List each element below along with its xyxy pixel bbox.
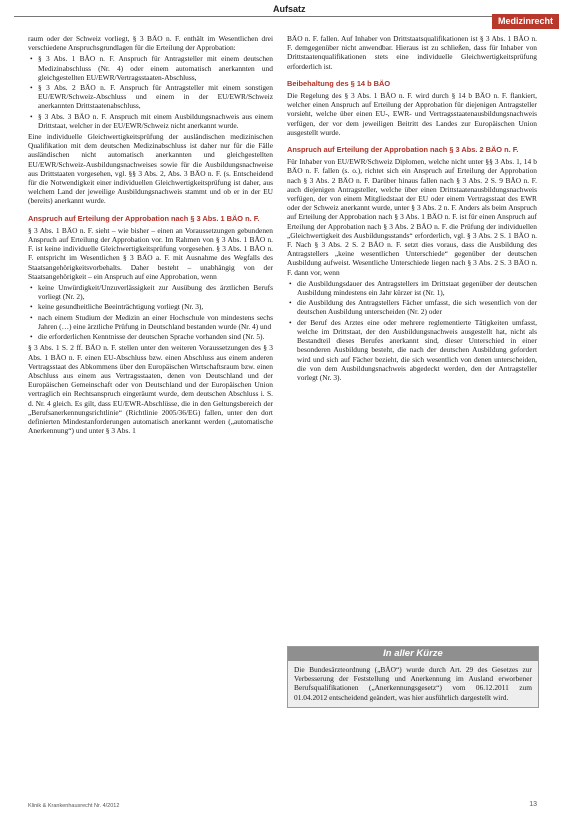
left-paragraph: § 3 Abs. 1 S. 2 ff. BÄO n. F. stellen unter den weiteren Voraussetzungen des § 3 Abs. 1 BÄO n. F. einen EU-Abschluss bzw. einen Abschluss aus einem anderen Vertragsstaat des Abkommens über den Europäischen Wirtschaftsraum bzw. einen Abschluss aus einem aus Vertragsstaaten, denen von Deutschland und der Europäischen Gemeinschaft oder von Deutschland und der Europäischen Union vertraglich ein Rechtsanspruch eingeräumt wurde, dem deutschen Abschluss i. S. d. Nr. 4 gleich. Es gilt, dass EU/EWR-Abschlüsse, die in den Geltungsbereich der „Berufsanerkennungsrichtlinie“ (Richtlinie 2005/36/EG) fallen, unter den dort definierten Mindestanforderungen automatisch anerkannt werden („automatische Anerkennung“) und unter § 3 Abs. 1: [28, 343, 273, 436]
difference-item: • die Ausbildung des Antragstellers Fächer umfasst, die sich wesentlich von der deutschen Ausbildung unterscheiden (Nr. 2) oder: [297, 298, 537, 316]
right-paragraph: Für Inhaber von EU/EWR/Schweiz Diplomen, welche nicht unter §§ 3 Abs. 1, 14 b BÄO n. F. fallen (s. o.), richtet sich ein Anspruch auf Erteilung der Approbation nach § 3 Abs. 2 BÄO n. F. Darüber hinaus fallen nach § 3 Abs. 2 S. 9 BÄO n. F. auch diejenigen Antragsteller, welche über einen Drittstaatenausbildungsnachweis verfügen, der von einem Mitgliedstaat der EU oder einem Vertragsstaat des EWR oder der Schweiz anerkannt wurde, unter § 3 Abs. 2 n. F. Anders als beim Anspruch auf Erteilung der Approbation nach § 3 Abs. 1 BÄO n. F. ist für einen Anspruch auf Erteilung der Approbation nach § 3 Abs. 2 BÄO n. F. die Prüfung der individuellen „Gleichwertigkeit des Ausbildungsstands“ erforderlich, vgl. § 3 Abs. 2 S. 1 BÄO n. F. Nach § 3 Abs. 2 S. 2 BÄO n. F. setzt dies voraus, dass die Ausbildung des Antragstellers „keine wesentlichen Unterschiede“ gegenüber der deutschen Ausbildung aufweist. Wesentliche Unterschiede liegen nach § 3 Abs. 2 S. 3 BÄO n. F. dann vor, wenn: [287, 157, 537, 277]
claim-item: • § 3 Abs. 3 BÄO n. F. Anspruch mit einem Ausbildungsnachweis aus einem Drittstaat, welcher in der EU/EWR/Schweiz nicht anerkannt wurde.: [38, 112, 273, 130]
requirement-item: • nach einem Studium der Medizin an einer Hochschule von mindestens sechs Jahren (…) eine ärztliche Prüfung in Deutschland bestanden wurde (Nr. 4) und: [38, 313, 273, 331]
summary-box: [287, 646, 539, 708]
section-heading: Anspruch auf Erteilung der Approbation nach § 3 Abs. 2 BÄO n. F.: [287, 145, 519, 155]
requirement-item: • die erforderlichen Kenntnisse der deutschen Sprache vorhanden sind (Nr. 5).: [38, 332, 273, 341]
claims-list: [28, 54, 273, 130]
claim-item: • § 3 Abs. 2 BÄO n. F. Anspruch für Antragsteller mit einem sonstigen EU/EWR/Schweiz-Abschluss und einem in der EU/EWR/Schweiz anerkannten Drittstaatenabschluss,: [38, 83, 273, 111]
left-intro: raum oder der Schweiz vorliegt, § 3 BÄO n. F. enthält im Wesentlichen drei verschiedene Anspruchsgrundlagen für die Erteilung der Approbation:: [28, 34, 273, 53]
differences-list: [287, 279, 537, 382]
page-footer: [28, 800, 537, 812]
requirements-list: [28, 283, 273, 341]
difference-item: • die Ausbildungsdauer des Antragstellers im Drittstaat gegenüber der deutschen Ausbildung mindestens ein Jahr kürzer ist (Nr. 1),: [297, 279, 537, 297]
left-paragraph: § 3 Abs. 1 BÄO n. F. sieht – wie bisher – einen an Voraussetzungen gebundenen Anspruch auf Erteilung der Approbation vor. Im Rahmen von § 3 Abs. 1 BÄO n. F. ist keine individuelle Gleichwertigkeitsprüfung vorgesehen. § 3 Abs. 1 BÄO n. F. entspricht im Wesentlichen § 3 BÄO a. F. mit Ausnahme des Wegfalls des Staatsangehörigkeitsvorbehalts. Daher besteht – unabhängig von der Staatsangehörigkeit – ein Anspruch auf eine Approbation, wenn: [28, 225, 273, 281]
section-heading: Anspruch auf Erteilung der Approbation nach § 3 Abs. 1 BÄO n. F.: [28, 213, 260, 223]
difference-item: • der Beruf des Arztes eine oder mehrere reglementierte Tätigkeiten umfasst, welche im Drittstaat, der den Ausbildungsnachweis ausgestellt hat, nicht als Bestandteil dieses Berufes anerkannt sind, dieser Unterschied in einer besonderen Ausbildung besteht, die nach der deutschen Ausbildung gefordert wird und sich auf Fächer bezieht, die sich wesentlich von denen unterscheiden, die von dem Ausbildungsnachweis abgedeckt werden, den der Antragsteller vorlegt (Nr. 3).: [297, 318, 537, 382]
summary-box-title: In aller Kürze: [288, 647, 538, 661]
right-paragraph: Die Regelung des § 3 Abs. 1 BÄO n. F. wird durch § 14 b BÄO n. F. flankiert, welcher einen Anspruch auf Erteilung der Approbation für diejenigen Antragsteller vorsieht, welche über einen EU-, EWR- und Vertragsstaatenausbildungsnachweis verfügen, der vor dem jeweiligen Beitritt des Landes zur Europäischen Union ausgestellt wurde.: [287, 91, 537, 137]
right-paragraph: BÄO n. F. fallen. Auf Inhaber von Drittstaatsqualifikationen ist § 3 Abs. 1 BÄO n. F. demgegenüber nicht anwendbar. Hieraus ist zu schließen, dass für Inhaber von Drittstaatenqualifikationen stets eine individuelle Gleichwertigkeitsprüfung erforderlich ist.: [287, 34, 537, 71]
page-number: 13: [529, 801, 537, 808]
category-tab: Medizinrecht: [492, 14, 559, 29]
claim-item: • § 3 Abs. 1 BÄO n. F. Anspruch für Antragsteller mit einem deutschen Medizinabschluss (Nr. 4) oder einem automatisch anerkannten und gleichgestellten EU/EWR/Vertragsstaaten-Abschluss,: [38, 54, 273, 82]
header-rule: [14, 16, 557, 17]
left-paragraph: Eine individuelle Gleichwertigkeitsprüfung der ausländischen medizinischen Qualifikation mit dem deutschen Medizinabschluss ist daher nur für die Fälle ausländischen nicht automatisch anerkannten und gleichgestellten EU/EWR/Schweiz-Ausbildungsnachweises sowie für die Ausbildungsnachweise aus Drittstaaten vorgesehen, vgl. §§ 3 Abs. 2, Abs. 3 BÄO n. F. (s. Entscheidend für die Notwendigkeit einer individuellen Gleichwertigkeitsprüfung ist daher, aus welchem Land der jeweilige Ausbildungsnachweis stammt und ob er in der EU (bereits) anerkannt wurde.: [28, 132, 273, 206]
summary-box-text: Die Bundesärzteordnung („BÄO“) wurde durch Art. 29 des Gesetzes zur Verbesserung der Feststellung und Anerkennung im Ausland erworbener Berufsqualifikationen („Anerkennungsgesetz“) vom 06.12.2011 zum 01.04.2012 entscheidend geändert, was hier ausführlich dargestellt wird.: [294, 665, 532, 702]
section-label: Aufsatz: [273, 4, 306, 14]
page-header: [0, 0, 569, 30]
right-column: [287, 34, 537, 384]
left-column: [28, 34, 273, 437]
requirement-item: • keine Unwürdigkeit/Unzuverlässigkeit zur Ausübung des ärztlichen Berufs vorliegt (Nr. 2),: [38, 283, 273, 301]
section-heading: Beibehaltung des § 14 b BÄO: [287, 78, 391, 88]
requirement-item: • keine gesundheitliche Beeinträchtigung vorliegt (Nr. 3),: [38, 302, 273, 311]
publication-line: Klinik & Krankenhausrecht Nr. 4/2012: [28, 803, 120, 809]
